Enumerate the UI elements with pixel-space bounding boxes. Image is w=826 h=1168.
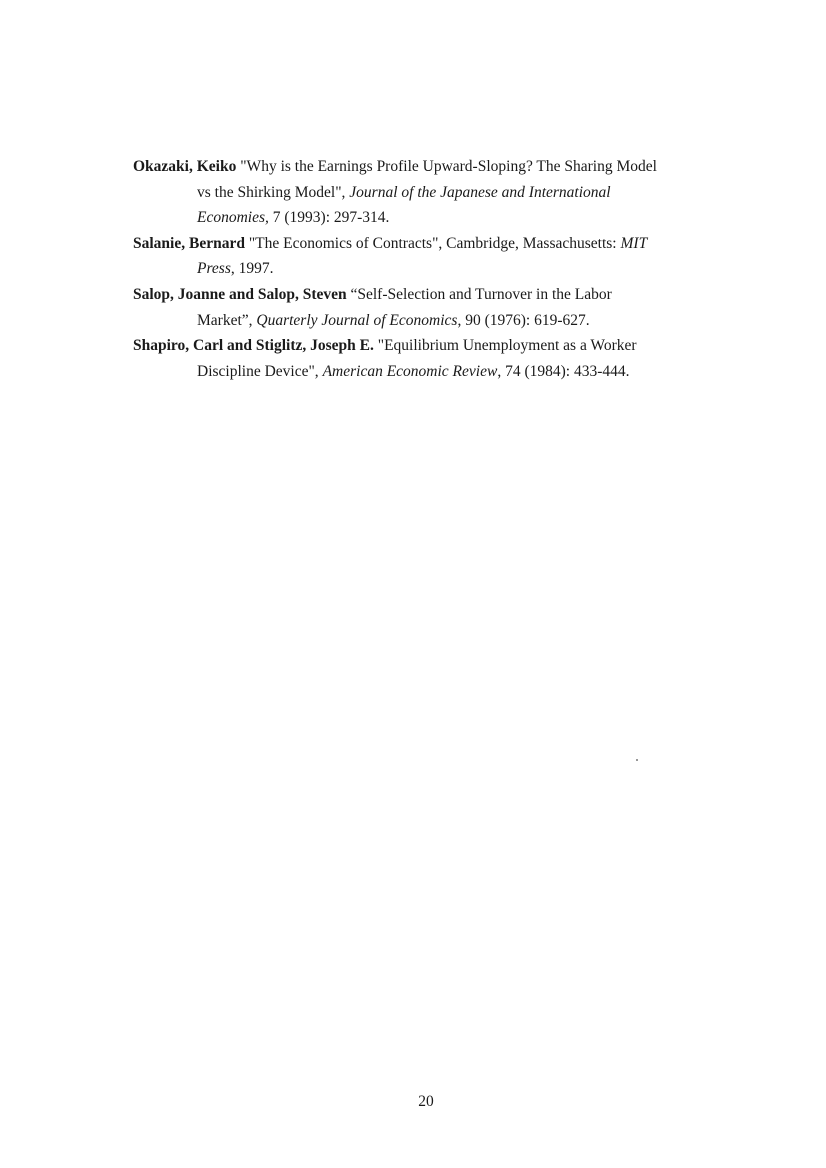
reference-title: "Why is the Earnings Profile Upward-Sloping? The Sharing Model vs the Shirking Model", (197, 158, 657, 201)
reference-journal: American Economic Review (322, 362, 498, 380)
reference-entry-salop (133, 282, 663, 333)
reference-entry-shapiro (133, 333, 663, 384)
reference-entry-salanie (133, 231, 663, 282)
reference-author: Shapiro, Carl and Stiglitz, Joseph E. (133, 337, 374, 355)
reference-entry-okazaki (133, 154, 663, 231)
reference-details: , 90 (1976): 619-627. (457, 311, 590, 329)
reference-title: "The Economics of Contracts", Cambridge, Massachusetts: (244, 234, 621, 252)
reference-author: Salop, Joanne and Salop, Steven (133, 285, 347, 303)
reference-details: 7 (1993): 297-314. (268, 209, 390, 227)
page-number: 20 (418, 1093, 434, 1110)
reference-author: Okazaki, Keiko (133, 158, 237, 175)
reference-publisher: MIT Press (197, 234, 647, 278)
reference-journal: Journal of the Japanese and International Economies, (197, 183, 611, 227)
reference-details: , 1997. (230, 260, 274, 278)
reference-title: "Equilibrium Unemployment as a Worker Discipline Device", (197, 337, 637, 380)
scan-speck (636, 759, 638, 761)
reference-details: , 74 (1984): 433-444. (497, 362, 630, 380)
reference-author: Salanie, Bernard (133, 234, 245, 252)
reference-title: “Self-Selection and Turnover in the Labor Market”, (197, 285, 612, 329)
reference-journal: Quarterly Journal of Economics (256, 311, 458, 329)
reference-list (133, 154, 663, 384)
